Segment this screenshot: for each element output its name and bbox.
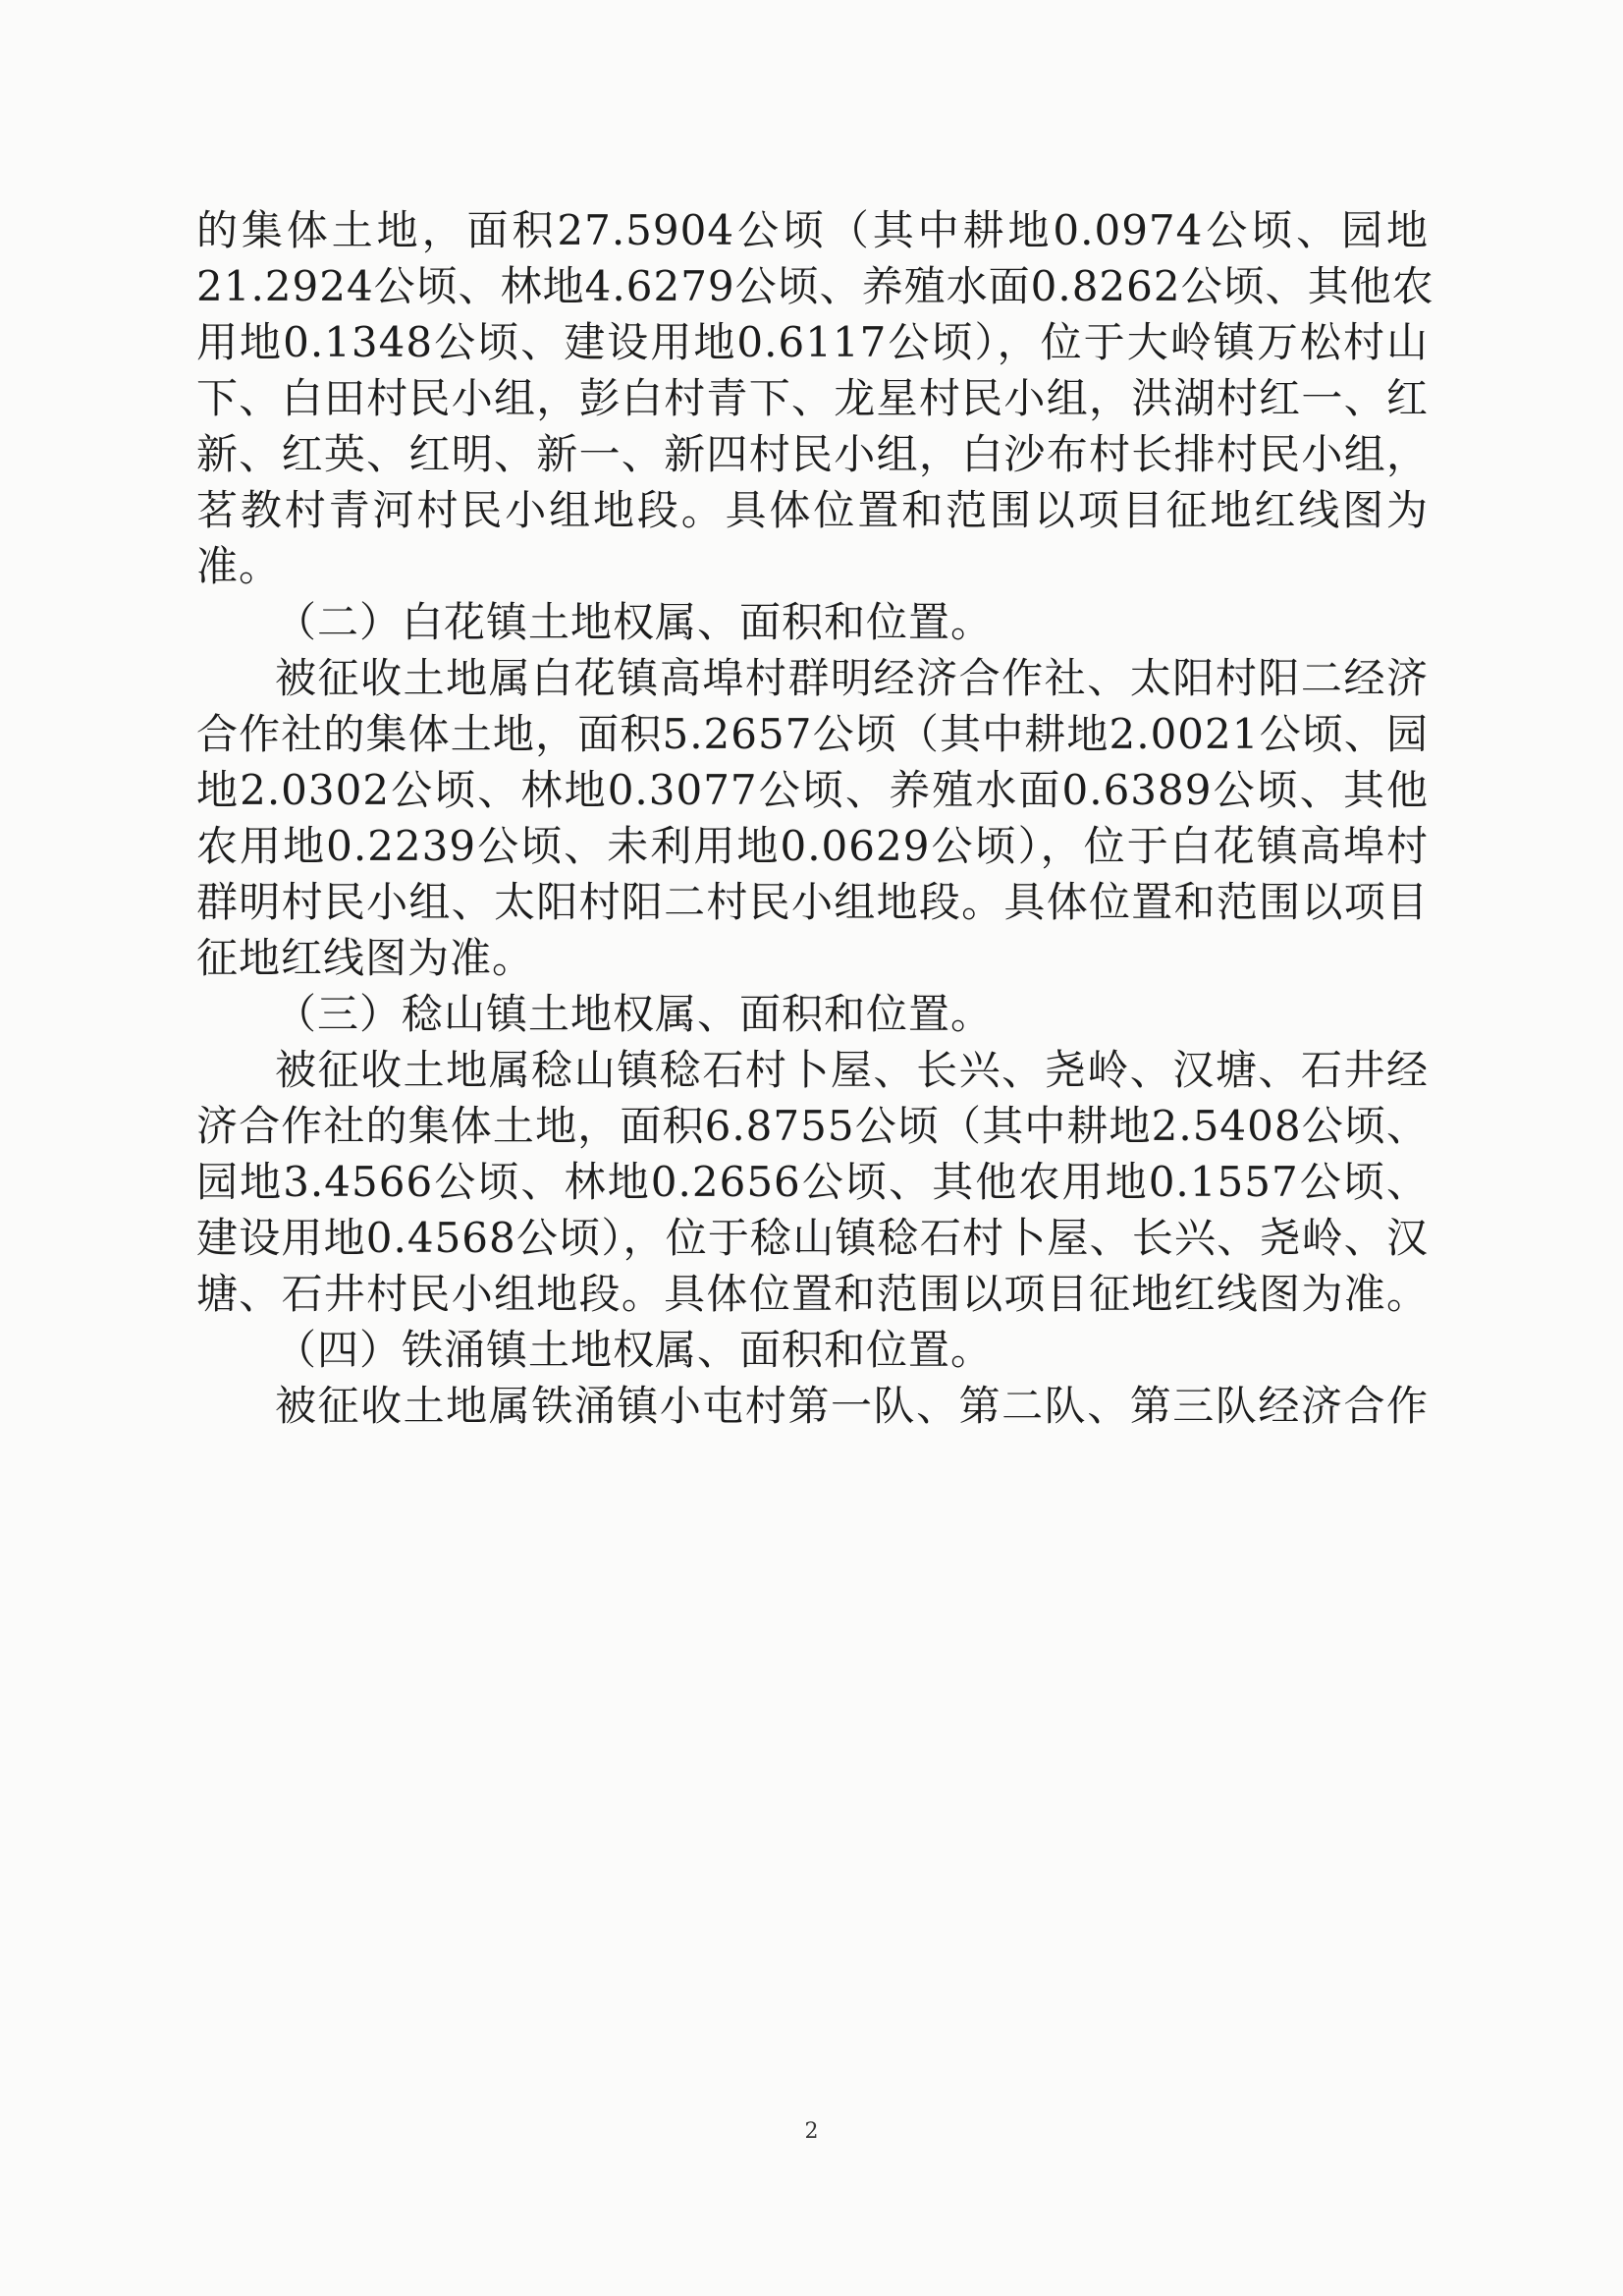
paragraph-line: 地2.0302公顷、林地0.3077公顷、养殖水面0.6389公顷、其他 (196, 766, 1429, 814)
paragraph-line: 用地0.1348公顷、建设用地0.6117公顷），位于大岭镇万松村山 (196, 318, 1429, 366)
paragraph-line: 茗教村青河村民小组地段。具体位置和范围以项目征地红线图为 (196, 486, 1429, 534)
paragraph-line: 塘、石井村民小组地段。具体位置和范围以项目征地红线图为准。 (196, 1270, 1429, 1318)
paragraph-line: 准。 (196, 542, 282, 590)
paragraph-line: 的集体土地，面积27.5904公顷（其中耕地0.0974公顷、园地 (196, 206, 1429, 254)
paragraph-line: 征地红线图为准。 (196, 934, 535, 982)
paragraph-line: 农用地0.2239公顷、未利用地0.0629公顷），位于白花镇高埠村 (196, 822, 1429, 870)
paragraph-line: 新、红英、红明、新一、新四村民小组，白沙布村长排村民小组， (196, 430, 1429, 478)
section-heading: （三）稔山镇土地权属、面积和位置。 (275, 990, 994, 1038)
paragraph-line: 济合作社的集体土地，面积6.8755公顷（其中耕地2.5408公顷、 (196, 1102, 1429, 1150)
paragraph-line: 被征收土地属铁涌镇小屯村第一队、第二队、第三队经济合作 (275, 1382, 1429, 1430)
section-heading: （二）白花镇土地权属、面积和位置。 (275, 598, 994, 646)
paragraph-line: 被征收土地属稔山镇稔石村卜屋、长兴、尧岭、汉塘、石井经 (275, 1046, 1429, 1094)
paragraph-line: 下、白田村民小组，彭白村青下、龙星村民小组，洪湖村红一、红 (196, 374, 1429, 422)
paragraph-line: 建设用地0.4568公顷），位于稔山镇稔石村卜屋、长兴、尧岭、汉 (196, 1214, 1429, 1262)
paragraph-line: 被征收土地属白花镇高埠村群明经济合作社、太阳村阳二经济 (275, 654, 1429, 702)
page-number: 2 (804, 2119, 819, 2144)
paragraph-line: 园地3.4566公顷、林地0.2656公顷、其他农用地0.1557公顷、 (196, 1158, 1429, 1206)
paragraph-line: 合作社的集体土地，面积5.2657公顷（其中耕地2.0021公顷、园 (196, 710, 1429, 758)
paragraph-line: 21.2924公顷、林地4.6279公顷、养殖水面0.8262公顷、其他农 (196, 262, 1434, 310)
paragraph-line: 群明村民小组、太阳村阳二村民小组地段。具体位置和范围以项目 (196, 878, 1429, 926)
section-heading: （四）铁涌镇土地权属、面积和位置。 (275, 1326, 994, 1374)
